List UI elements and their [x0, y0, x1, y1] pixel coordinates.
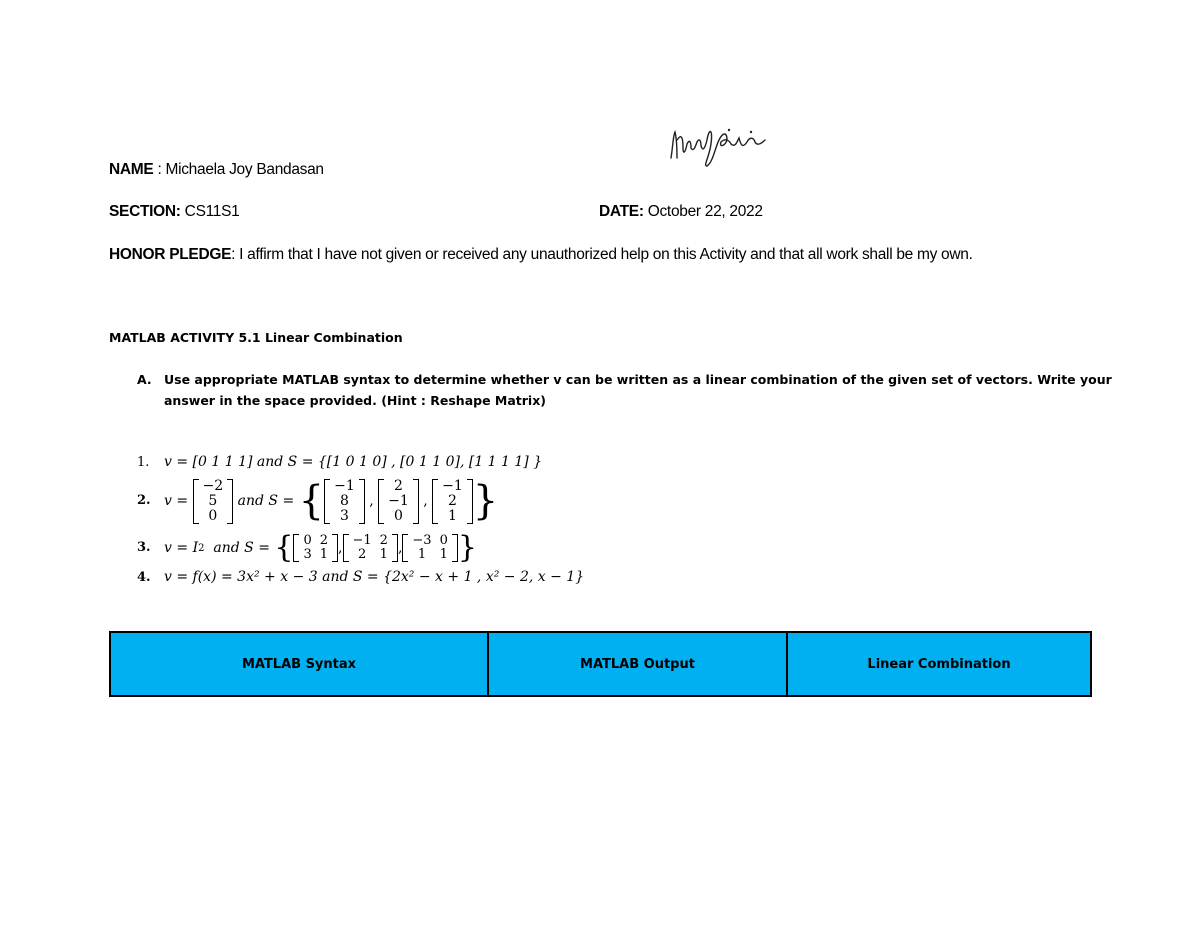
name-line [109, 161, 324, 179]
answer-table [109, 631, 1092, 697]
instruction-line-1: Use appropriate MATLAB syntax to determine whether v can be written as a linear combination of the given set of vectors. Write your [164, 372, 1112, 387]
problem-2-expression: v = −2 5 0 and S = { −1 8 3 , 2 −1 0 , −1 2 1 } [164, 477, 499, 524]
name-separator: : [153, 161, 166, 178]
part-letter: A. [137, 372, 152, 387]
activity-title: MATLAB ACTIVITY 5.1 Linear Combination [109, 330, 403, 345]
p3-s-matrix-3: −3 0 1 1 [402, 534, 457, 562]
date-label: DATE: [599, 203, 644, 220]
p2-s-vector-1: −1 8 3 [324, 479, 365, 524]
section-label: SECTION: [109, 203, 181, 220]
pledge-text: : I affirm that I have not given or received any unauthorized help on this Activity and that all work shall be my own. [231, 246, 973, 263]
pledge-label: HONOR PLEDGE [109, 246, 232, 263]
signature [665, 118, 775, 173]
p2-v-matrix: −2 5 0 [193, 479, 234, 524]
p3-s-matrix-1: 0 2 3 1 [293, 534, 338, 562]
name-label: NAME [109, 161, 154, 178]
honor-pledge [109, 246, 973, 264]
p3-s-matrix-2: −1 2 2 1 [343, 534, 398, 562]
problem-3-number: 3. [137, 540, 151, 555]
date-value: October 22, 2022 [643, 203, 763, 220]
col-matlab-syntax: MATLAB Syntax [110, 632, 488, 696]
problem-1-number: 1. [137, 455, 150, 470]
instruction [164, 369, 1112, 411]
col-linear-combination: Linear Combination [787, 632, 1091, 696]
instruction-line-2: answer in the space provided. (Hint : Reshape Matrix) [164, 393, 546, 408]
problem-3-expression: v = I 2 and S = { 0 2 3 1 , −1 2 2 1 , −3 0 1 1 } [164, 530, 477, 565]
problem-1-expression: v = [0 1 1 1] and S = {[1 0 1 0] , [0 1 1 0], [1 1 1 1] } [164, 454, 543, 470]
section-value: CS11S1 [180, 203, 240, 220]
col-matlab-output: MATLAB Output [488, 632, 787, 696]
p2-s-vector-2: 2 −1 0 [378, 479, 419, 524]
section-line [109, 203, 239, 221]
date-line [599, 203, 763, 221]
table-header-row [110, 632, 1091, 696]
problem-4-expression: v = f(x) = 3x² + x − 3 and S = {2x² − x + 1 , x² − 2, x − 1} [164, 569, 585, 585]
problem-4-number: 4. [137, 570, 151, 585]
name-value: Michaela Joy Bandasan [165, 161, 324, 178]
p2-s-vector-3: −1 2 1 [432, 479, 473, 524]
problem-2-number: 2. [137, 493, 151, 508]
